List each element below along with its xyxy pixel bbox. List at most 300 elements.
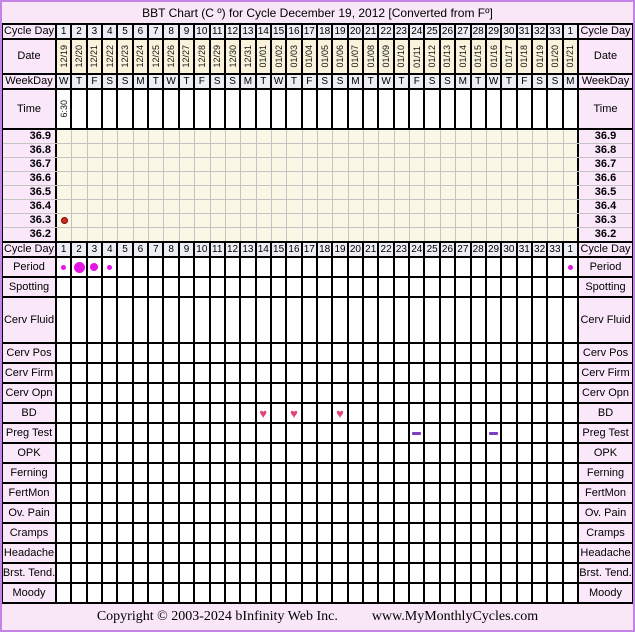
track-cell [548,404,563,422]
track-cell [533,524,548,542]
cycle-day-cell: 31 [518,243,533,256]
track-opk-label-left: OPK [3,444,57,462]
track-cell [257,484,272,502]
track-cell [333,404,348,422]
temp-cell [241,130,256,143]
track-cerv-pos-label-right: Cerv Pos [579,344,632,362]
track-cell [564,278,579,296]
track-cell [303,544,318,562]
track-cell [164,404,179,422]
weekday-cell: T [472,75,487,88]
temp-cell [226,200,241,213]
track-cell [364,564,379,582]
track-cell [103,444,118,462]
track-cell [164,544,179,562]
date-text: 01/09 [381,45,392,68]
temp-cell [88,130,103,143]
cycle-day-cell: 26 [441,243,456,256]
temp-cell [441,172,456,185]
time-cell [103,90,118,128]
track-cell [441,424,456,442]
temp-cell [441,144,456,157]
time-cell [88,90,103,128]
track-cell [518,384,533,402]
track-cell [395,298,410,342]
track-cell [272,524,287,542]
weekday-cell: S [548,75,563,88]
track-cell [149,344,164,362]
temp-cell [88,172,103,185]
temp-cell [333,228,348,241]
temp-cell [487,144,502,157]
date-text: 01/16 [488,45,499,68]
date-text: 01/19 [534,45,545,68]
track-cell [118,404,133,422]
temp-cell [379,214,394,227]
track-cell [333,544,348,562]
track-cell [57,344,72,362]
track-cell [303,258,318,276]
temp-cell [456,130,471,143]
temp-cell [333,214,348,227]
track-cell [518,344,533,362]
track-cell [88,484,103,502]
track-cell [533,444,548,462]
track-cell [410,384,425,402]
temp-cell [287,130,302,143]
cycle-day-cell: 27 [456,25,471,38]
track-cell [364,424,379,442]
temp-cell [456,144,471,157]
track-ov-pain-label-left: Ov. Pain [3,504,57,522]
track-cell [425,258,440,276]
track-cell [180,484,195,502]
track-cell [195,544,210,562]
temp-cell [103,172,118,185]
track-cell [303,444,318,462]
track-cell [472,504,487,522]
temp-cell [441,186,456,199]
temp-cell [487,172,502,185]
temp-cell [441,214,456,227]
track-cell [241,384,256,402]
track-cell [226,504,241,522]
time-cell [502,90,517,128]
track-cell [456,484,471,502]
temp-cell [118,200,133,213]
track-cell [379,504,394,522]
temp-cell [164,186,179,199]
temp-cell [533,228,548,241]
track-cell [364,504,379,522]
track-cell [241,344,256,362]
track-cell [72,364,87,382]
track-cell [88,404,103,422]
track-cell [518,258,533,276]
track-cell [88,564,103,582]
track-cell [272,584,287,602]
track-cell [287,258,302,276]
track-cell [195,404,210,422]
temp-cell [226,130,241,143]
track-cell [118,504,133,522]
track-cell [548,444,563,462]
cycle-day-cell: 21 [364,243,379,256]
weekday-cell: S [103,75,118,88]
temp-cell [502,158,517,171]
time-cell [211,90,226,128]
track-cell [180,344,195,362]
track-cell [72,484,87,502]
temp-cell [548,130,563,143]
temp-cell [72,158,87,171]
track-cell [456,404,471,422]
track-cell [195,278,210,296]
track-cell [441,564,456,582]
temp-cell [333,200,348,213]
track-cell [456,524,471,542]
cycle-day-cell: 17 [303,243,318,256]
time-cell [472,90,487,128]
track-cell [349,484,364,502]
cycle-day-label-left: Cycle Day [3,243,57,256]
track-cell [164,344,179,362]
date-text: 01/18 [519,45,530,68]
temp-cell [564,130,579,143]
track-cell [88,298,103,342]
temp-cell [379,228,394,241]
cycle-day-cell: 11 [211,243,226,256]
track-cell [487,344,502,362]
time-cell [57,90,72,128]
temp-scale-label-right: 36.4 [579,200,632,213]
track-cell [518,424,533,442]
track-row-cerv-pos [3,344,632,364]
track-row-headache [3,544,632,564]
temp-cell [425,214,440,227]
track-cell [548,384,563,402]
track-cell [425,344,440,362]
temp-cell [518,130,533,143]
track-cell [226,364,241,382]
track-cell [149,544,164,562]
track-cell [472,298,487,342]
temp-cell [472,144,487,157]
track-cell [241,484,256,502]
track-cell [257,564,272,582]
track-cell [487,384,502,402]
track-cell [164,524,179,542]
track-cell [118,258,133,276]
time-cell [164,90,179,128]
temp-scale-label-left: 36.3 [3,214,57,227]
weekday-cell: T [72,75,87,88]
temp-cell [456,200,471,213]
cycle-day-cell: 10 [195,25,210,38]
time-cell [257,90,272,128]
track-cell [472,544,487,562]
track-cell [472,584,487,602]
temp-cell [379,172,394,185]
date-cell [349,40,364,73]
cycle-day-cell: 23 [395,243,410,256]
track-cell [226,464,241,482]
track-cell [318,298,333,342]
track-cell [364,384,379,402]
track-cell [487,424,502,442]
track-cell [333,278,348,296]
date-cell [425,40,440,73]
track-cell [425,464,440,482]
track-fertmon-label-right: FertMon [579,484,632,502]
track-cell [333,484,348,502]
track-cell [134,258,149,276]
temp-cell [379,186,394,199]
temp-cell [164,200,179,213]
temp-cell [257,200,272,213]
cycle-day-cell: 3 [88,243,103,256]
track-cell [395,564,410,582]
track-ferning-label-right: Ferning [579,464,632,482]
temp-cell [395,158,410,171]
track-cell [533,464,548,482]
track-cell [395,344,410,362]
temp-cell [226,214,241,227]
temp-cell [118,158,133,171]
track-brst-tend-label-right: Brst. Tend. [579,564,632,582]
temp-cell [425,186,440,199]
track-cell [287,544,302,562]
track-cell [395,584,410,602]
track-cell [103,464,118,482]
track-cerv-opn-label-right: Cerv Opn [579,384,632,402]
temp-cell [333,158,348,171]
temp-cell [425,144,440,157]
track-cell [180,298,195,342]
temp-cell [257,186,272,199]
track-cell [134,504,149,522]
temp-cell [226,172,241,185]
temp-cell [88,186,103,199]
temp-cell [272,228,287,241]
temp-cell [88,214,103,227]
track-cell [364,278,379,296]
date-text: 12/22 [104,45,115,68]
track-cell [149,484,164,502]
track-cell [72,424,87,442]
temp-cell [72,228,87,241]
bd-heart-icon: ♥ [336,405,344,421]
track-cell [410,404,425,422]
temp-cell [472,200,487,213]
track-cell [226,524,241,542]
footer [2,604,633,630]
date-cell [241,40,256,73]
track-cell [195,298,210,342]
track-cell [134,344,149,362]
track-cell [410,584,425,602]
track-preg-test-label-left: Preg Test [3,424,57,442]
track-cell [57,444,72,462]
track-cell [241,364,256,382]
temp-cell [395,144,410,157]
temp-cell [287,158,302,171]
date-cell [103,40,118,73]
track-cell [502,404,517,422]
track-cell [333,424,348,442]
track-cell [410,484,425,502]
cycle-day-cell: 19 [333,243,348,256]
temp-cell [533,144,548,157]
track-cell [533,504,548,522]
track-cell [410,424,425,442]
temp-cell [272,200,287,213]
cycle-day-cell: 9 [180,243,195,256]
temp-cell [502,172,517,185]
track-cell [211,278,226,296]
temp-cell [241,228,256,241]
temp-row-36-7 [3,158,632,172]
track-cell [318,344,333,362]
temp-cell [118,228,133,241]
cycle-day-cell: 24 [410,25,425,38]
track-cell [57,544,72,562]
date-text: 12/28 [196,45,207,68]
temp-cell [149,214,164,227]
temp-cell [487,200,502,213]
track-cell [257,424,272,442]
track-cell [257,278,272,296]
track-cell [364,404,379,422]
cycle-day-cell: 30 [502,243,517,256]
temp-cell [272,214,287,227]
track-cell [318,384,333,402]
track-headache-label-left: Headache [3,544,57,562]
temp-cell [456,186,471,199]
cycle-day-cell: 32 [533,25,548,38]
bd-heart-icon: ♥ [290,405,298,421]
temp-cell [180,130,195,143]
track-bd-label-right: BD [579,404,632,422]
track-cell [548,278,563,296]
date-text: 01/15 [473,45,484,68]
track-cell [456,278,471,296]
chart-grid [2,25,633,604]
weekday-cell: T [149,75,164,88]
track-cell [287,364,302,382]
track-cell [518,404,533,422]
track-cell [164,564,179,582]
track-cell [303,484,318,502]
time-label-right: Time [579,90,632,128]
track-cerv-pos-label-left: Cerv Pos [3,344,57,362]
track-cell [164,584,179,602]
date-cell [395,40,410,73]
temp-cell [287,186,302,199]
track-cell [548,524,563,542]
track-cell [257,404,272,422]
track-cell [303,344,318,362]
track-cell [425,444,440,462]
track-cell [318,364,333,382]
cycle-day-cell: 13 [241,25,256,38]
date-cell [318,40,333,73]
temp-cell [57,186,72,199]
date-cell [441,40,456,73]
track-cell [333,504,348,522]
track-cell [441,584,456,602]
track-cell [195,504,210,522]
temp-cell [395,200,410,213]
temp-cell [149,172,164,185]
track-cell [241,504,256,522]
temp-cell [303,172,318,185]
weekday-cell: S [318,75,333,88]
track-cell [118,524,133,542]
track-cell [134,424,149,442]
cycle-day-cell: 24 [410,243,425,256]
track-cell [410,444,425,462]
track-fertmon-label-left: FertMon [3,484,57,502]
track-cell [257,344,272,362]
temp-cell [118,214,133,227]
track-cell [118,544,133,562]
temp-cell [472,172,487,185]
cycle-day-cell: 27 [456,243,471,256]
track-cell [441,544,456,562]
temp-cell [195,130,210,143]
track-cell [257,258,272,276]
track-cell [195,344,210,362]
temp-cell [564,144,579,157]
track-cell [456,444,471,462]
track-cell [379,544,394,562]
track-cell [103,384,118,402]
track-cell [241,278,256,296]
temp-cell [487,186,502,199]
track-cell [564,544,579,562]
track-cell [241,258,256,276]
track-cell [180,524,195,542]
track-cell [441,364,456,382]
track-cell [149,364,164,382]
date-cell [502,40,517,73]
track-preg-test-label-right: Preg Test [579,424,632,442]
cycle-day-cell: 17 [303,25,318,38]
track-cell [518,464,533,482]
track-cell [487,298,502,342]
track-cell [118,344,133,362]
temp-scale-label-left: 36.6 [3,172,57,185]
track-cell [72,444,87,462]
track-cell [518,444,533,462]
track-cell [88,524,103,542]
date-cell [303,40,318,73]
temp-cell [548,144,563,157]
track-cell [395,258,410,276]
temp-cell [149,200,164,213]
temp-cell [564,172,579,185]
temp-cell [303,200,318,213]
cycle-day-cell: 18 [318,243,333,256]
temp-cell [88,200,103,213]
track-period-label-right: Period [579,258,632,276]
temp-scale-label-left: 36.4 [3,200,57,213]
temp-cell [379,200,394,213]
temp-cell [149,158,164,171]
track-cell [226,298,241,342]
cycle-day-cell: 9 [180,25,195,38]
